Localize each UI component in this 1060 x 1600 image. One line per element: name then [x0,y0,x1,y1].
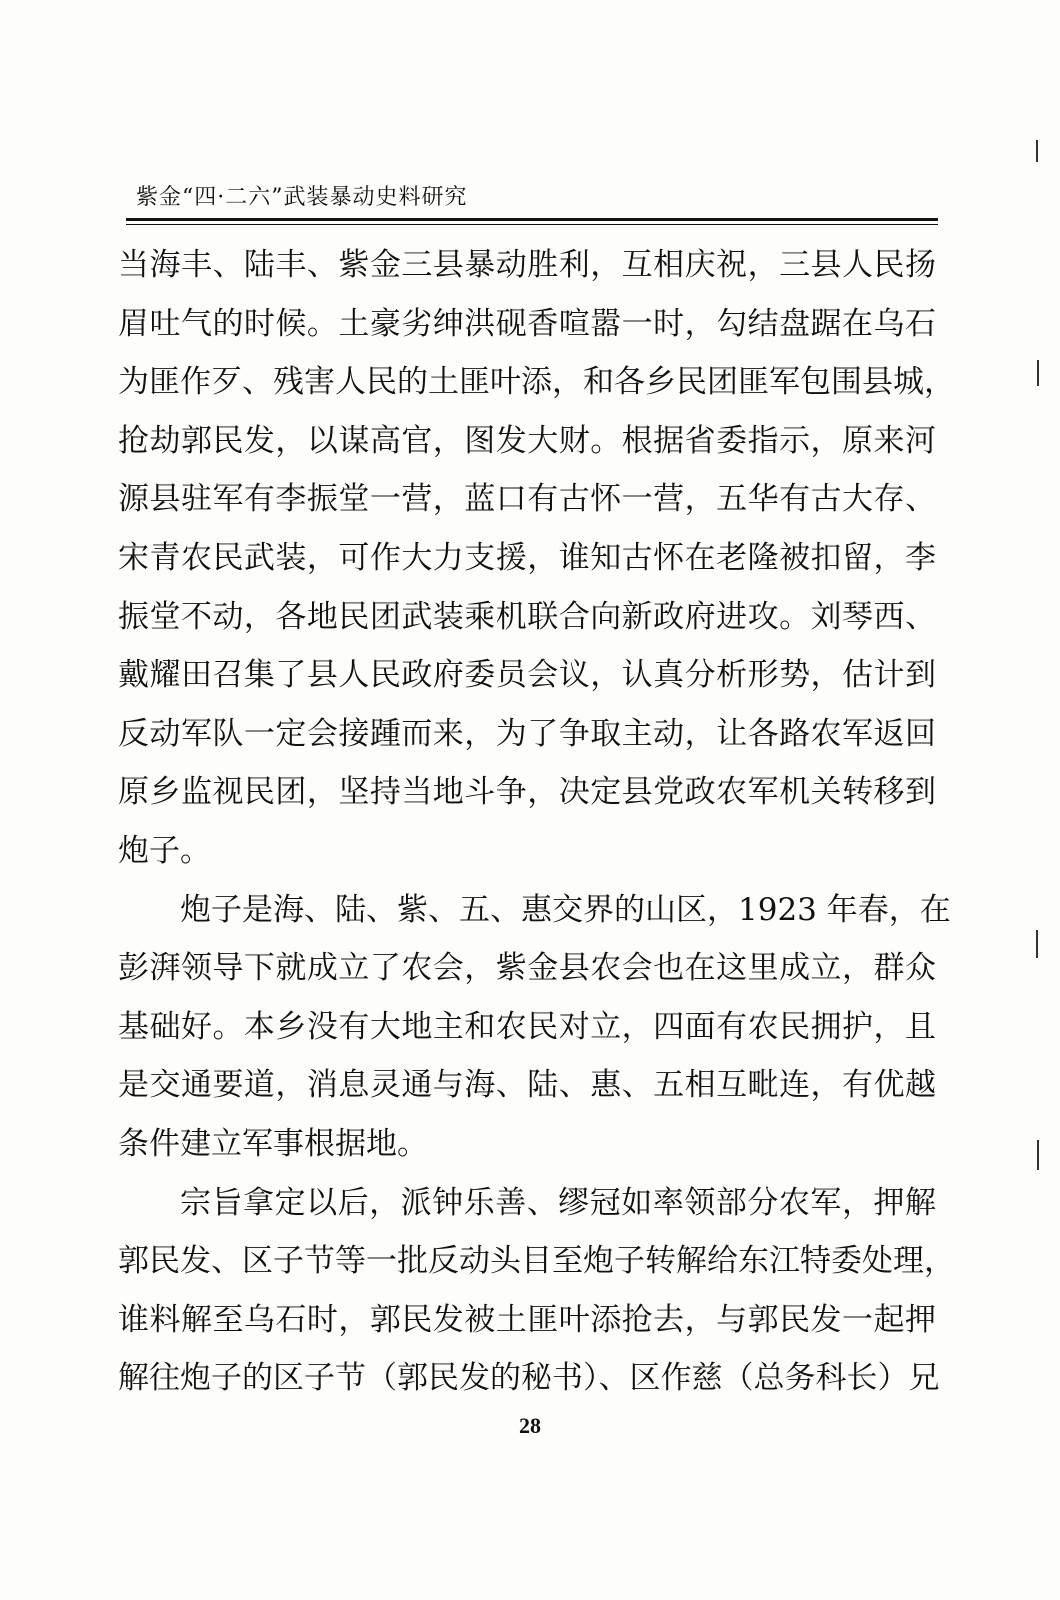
scan-edge-mark [1036,930,1038,958]
text-line: 条件建立军事根据地。 [118,1125,428,1162]
scan-edge-mark [1036,140,1038,162]
text-line: 戴耀田召集了县人民政府委员会议，认真分析形势，估计到 [118,657,936,694]
text-line: 为匪作歹、残害人民的土匪叶添，和各乡民团匪军包围县城， [118,364,955,401]
header-rule-thin [126,224,938,225]
header-rule-thick [126,218,938,221]
text-line: 基础好。本乡没有大地主和农民对立，四面有农民拥护，且 [118,1008,936,1045]
text-line: 是交通要道，消息灵通与海、陆、惠、五相互毗连，有优越 [118,1067,936,1104]
text-line: 宋青农民武装，可作大力支援，谁知古怀在老隆被扣留，李 [118,539,936,576]
text-line: 反动军队一定会接踵而来，为了争取主动，让各路农军返回 [118,715,936,752]
text-line: 解往炮子的区子节（郭民发的秘书）、区作慈（总务科长）兄 [118,1360,940,1397]
paragraph-3 [118,1174,955,1408]
text-line: 眉吐气的时候。土豪劣绅洪砚香喧嚣一时，勾结盘踞在乌石 [118,305,936,342]
text-line: 当海丰、陆丰、紫金三县暴动胜利，互相庆祝，三县人民扬 [118,247,936,283]
text-line: 源县驻军有李振堂一营，蓝口有古怀一营，五华有古大存、 [118,481,936,518]
text-line: 抢劫郭民发，以谋高官，图发大财。根据省委指示，原来河 [118,422,936,459]
scan-edge-mark [1037,360,1039,386]
text-line: 彭湃领导下就成立了农会，紫金县农会也在这里成立，群众 [118,950,936,987]
text-line: 宗旨拿定以后，派钟乐善、缪冠如率领部分农军，押解 [180,1184,936,1221]
text-line: 炮子是海、陆、紫、五、惠交界的山区，1923 年春，在 [180,891,951,928]
text-line: 炮子。 [118,832,211,869]
text-line: 谁料解至乌石时，郭民发被土匪叶添抢去，与郭民发一起押 [118,1301,936,1338]
scan-edge-mark [1037,1140,1039,1170]
paragraph-2 [118,881,951,1174]
paragraph-1 [118,236,955,881]
page-number: 28 [519,1413,541,1438]
text-line: 原乡监视民团，坚持当地斗争，决定县党政农军机关转移到 [118,774,936,811]
text-line: 振堂不动，各地民团武装乘机联合向新政府进攻。刘琴西、 [118,598,936,635]
running-header: 紫金“四·二六”武装暴动史料研究 [136,185,468,210]
text-line: 郭民发、区子节等一批反动头目至炮子转解给东江特委处理， [118,1243,955,1280]
body-text [118,236,955,1408]
